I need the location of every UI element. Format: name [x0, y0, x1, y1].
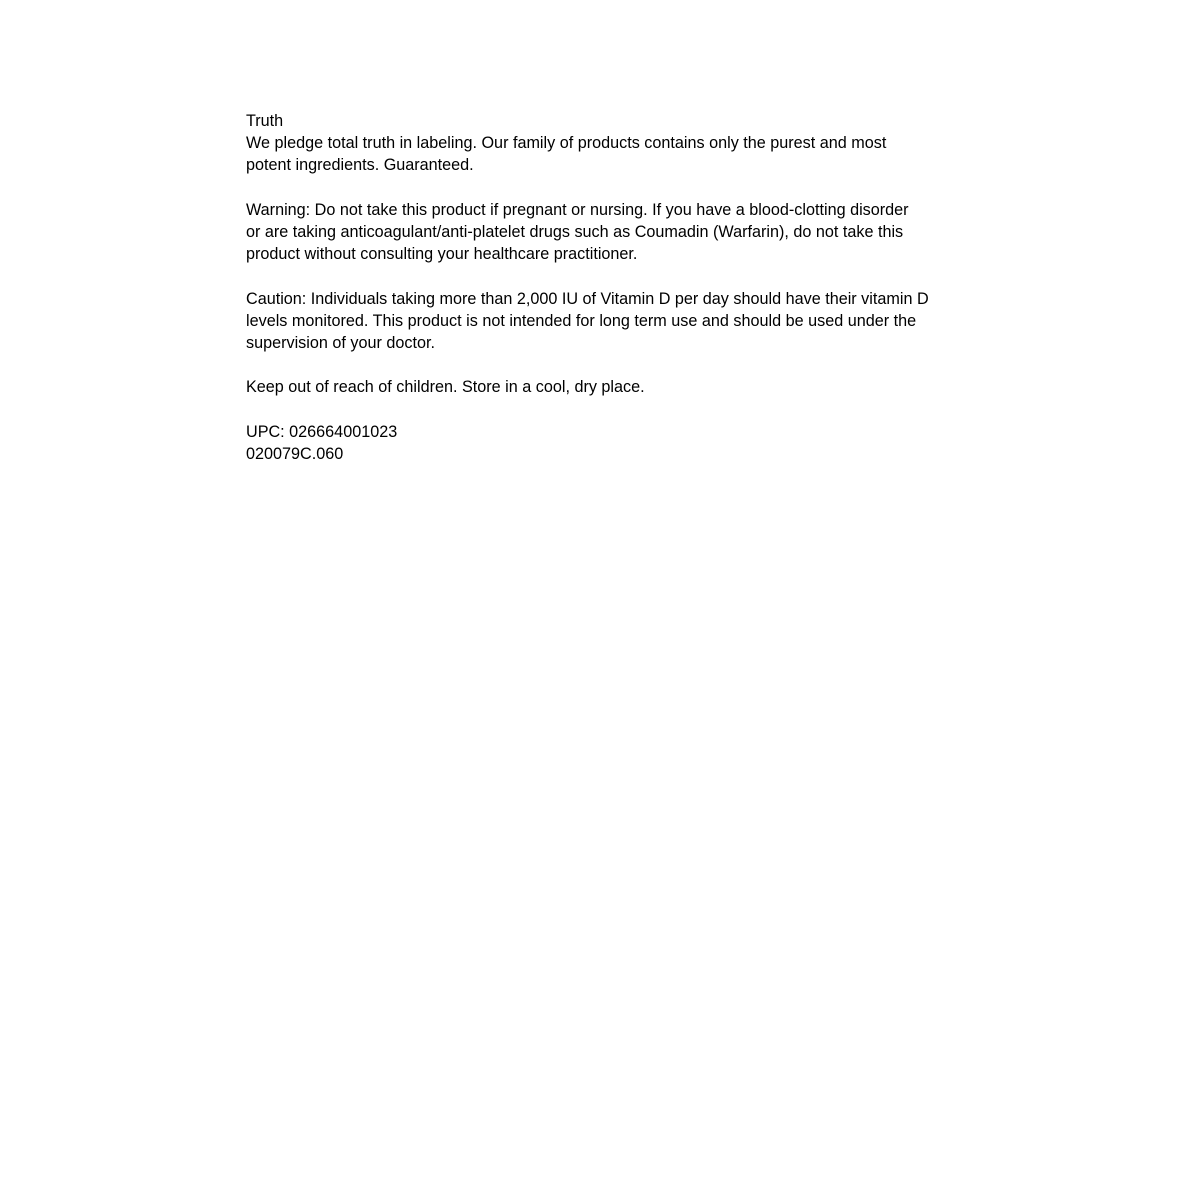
paragraph-spacer	[246, 354, 966, 376]
paragraph-spacer	[246, 265, 966, 287]
caution-line: supervision of your doctor.	[246, 333, 435, 352]
caution-paragraph	[246, 288, 966, 355]
warning-paragraph	[246, 199, 966, 266]
warning-line: product without consulting your healthcare practitioner.	[246, 245, 638, 264]
pledge-line: We pledge total truth in labeling. Our family of products contains only the purest and most	[246, 134, 887, 153]
warning-line: Warning: Do not take this product if pregnant or nursing. If you have a blood-clotting disorder	[246, 200, 909, 219]
caution-line: levels monitored. This product is not intended for long term use and should be used under the	[246, 311, 917, 330]
paragraph-spacer	[246, 398, 966, 420]
caution-line: Caution: Individuals taking more than 2,000 IU of Vitamin D per day should have their vitamin D	[246, 289, 929, 308]
warning-line: or are taking anticoagulant/anti-platelet drugs such as Coumadin (Warfarin), do not take this	[246, 222, 904, 241]
upc-code: UPC: 026664001023	[246, 422, 398, 441]
storage-instructions: Keep out of reach of children. Store in a cool, dry place.	[246, 378, 645, 397]
pledge-line: potent ingredients. Guaranteed.	[246, 156, 474, 175]
label-text-block	[246, 110, 966, 465]
lot-code: 020079C.060	[246, 444, 344, 463]
heading-truth: Truth	[246, 112, 284, 130]
pledge-paragraph	[246, 132, 966, 176]
paragraph-spacer	[246, 177, 966, 199]
